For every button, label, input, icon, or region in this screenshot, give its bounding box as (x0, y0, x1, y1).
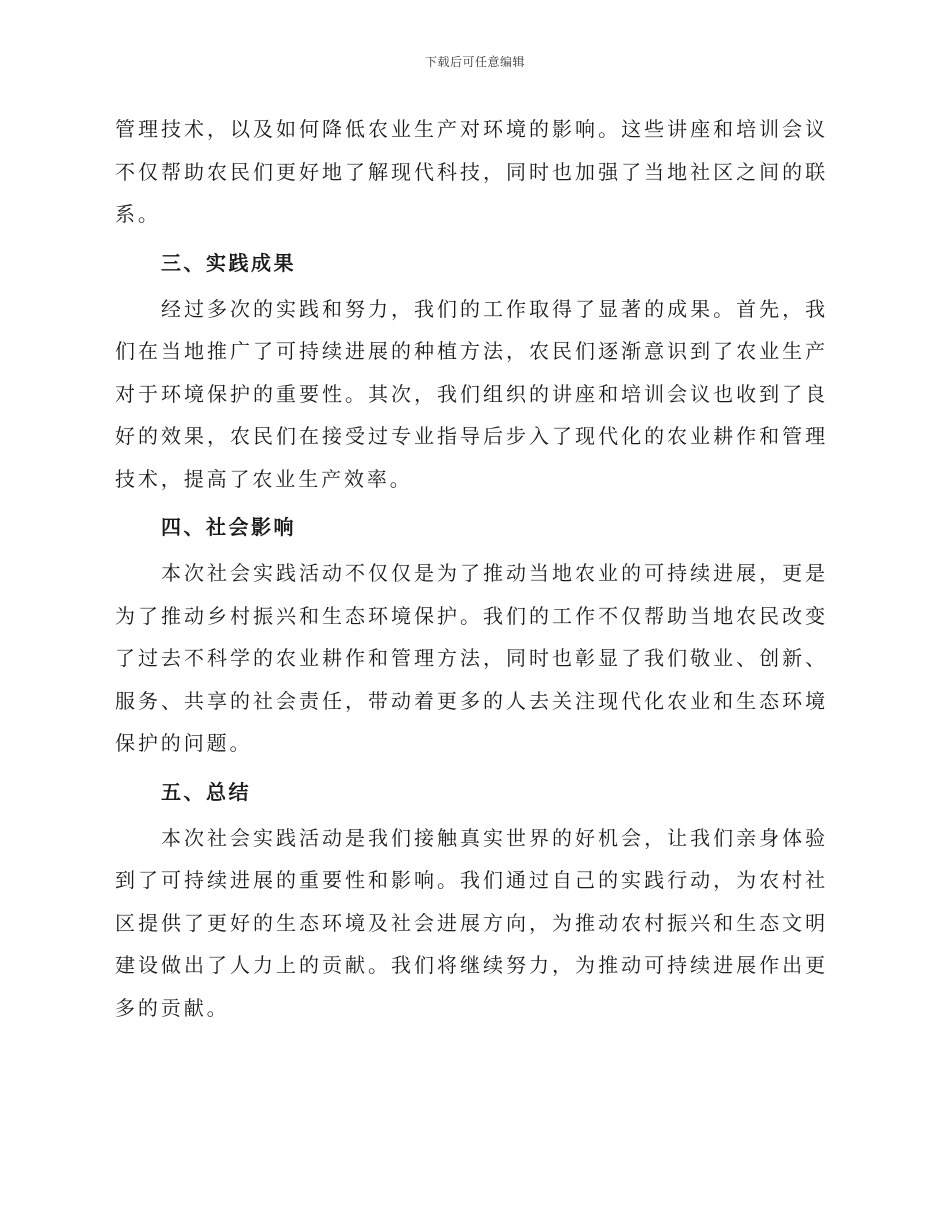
section-heading-social-impact: 四、社会影响 (161, 515, 296, 539)
intro-paragraph: 管理技术，以及如何降低农业生产对环境的影响。这些讲座和培训会议不仅帮助农民们更好地了解现代科技，同时也加强了当地社区之间的联系。 (115, 117, 828, 226)
section-heading-results: 三、实践成果 (161, 250, 296, 275)
section-paragraph-summary: 本次社会实践活动是我们接触真实世界的好机会，让我们亲身体验到了可持续进展的重要性和影响。我们通过自己的实践行动，为农村社区提供了更好的生态环境及社会进展方向，为推动农村振兴和生态文明建设做出了人力上的贡献。我们将继续努力，为推动可持续进展作出更多的贡献。 (115, 825, 828, 1020)
section-paragraph-social-impact: 本次社会实践活动不仅仅是为了推动当地农业的可持续进展，更是为了推动乡村振兴和生态环境保护。我们的工作不仅帮助当地农民改变了过去不科学的农业耕作和管理方法，同时也彰显了我们敬业、创新、服务、共享的社会责任，带动着更多的人去关注现代化农业和生态环境保护的问题。 (115, 561, 828, 755)
section-heading-summary: 五、总结 (161, 779, 251, 804)
document-body (115, 108, 828, 1029)
section-paragraph-results: 经过多次的实践和努力，我们的工作取得了显著的成果。首先，我们在当地推广了可持续进展的种植方法，农民们逐渐意识到了农业生产对于环境保护的重要性。其次，我们组织的讲座和培训会议也收到了良好的效果，农民们在接受过专业指导后步入了现代化的农业耕作和管理技术，提高了农业生产效率。 (115, 296, 828, 491)
page-header-note: 下载后可任意编辑 (424, 55, 525, 69)
